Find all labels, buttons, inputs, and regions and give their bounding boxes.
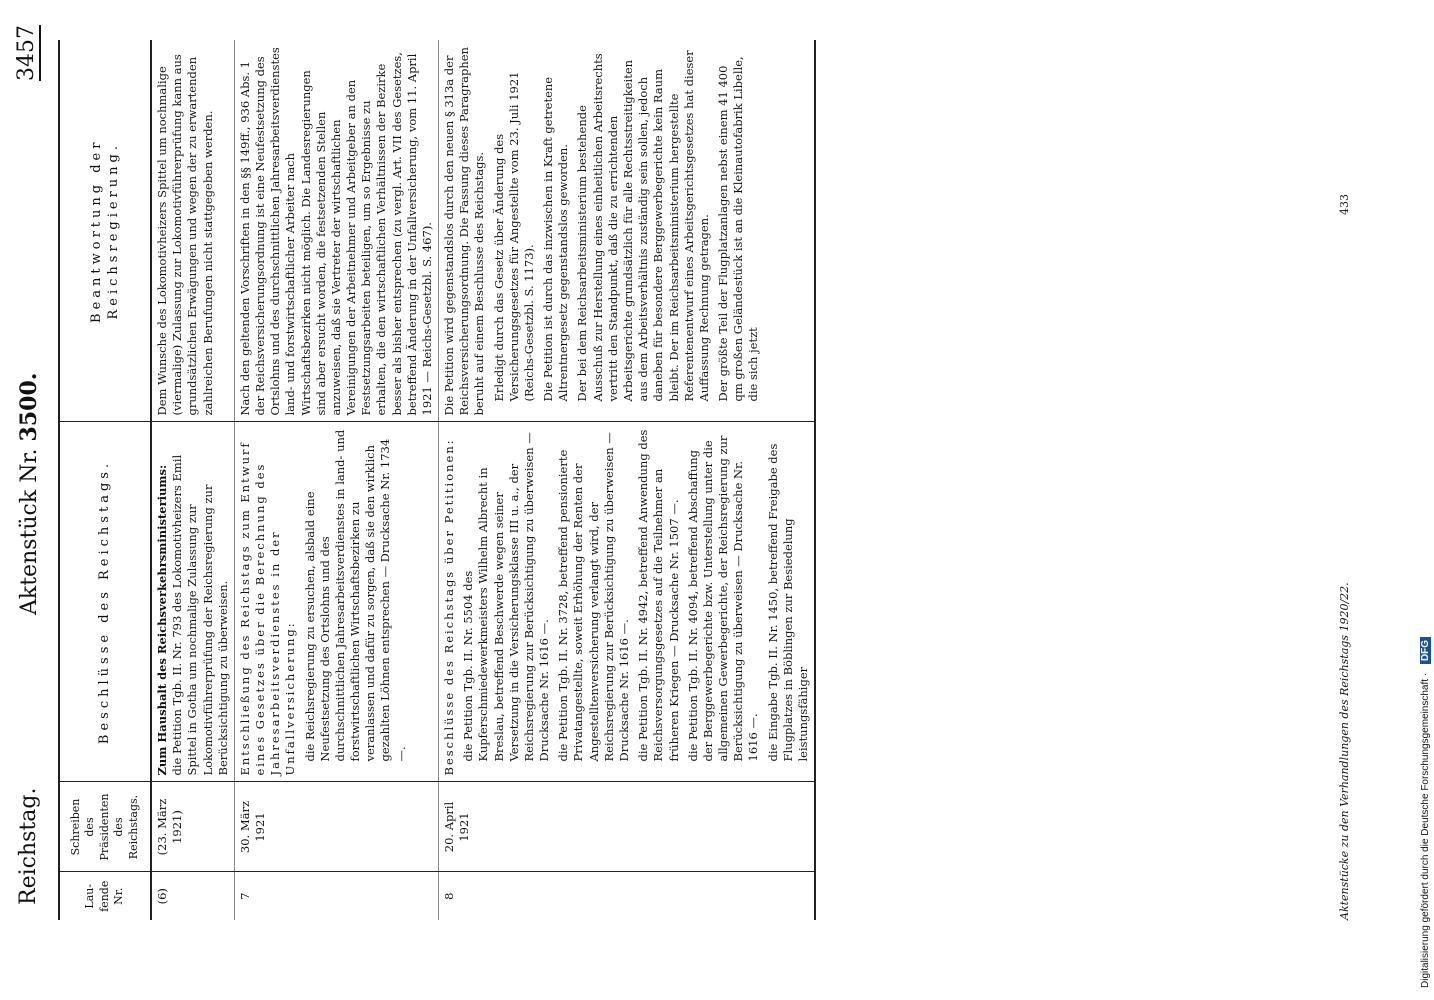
page-number: 3457 xyxy=(14,25,39,81)
row-beschluss-text: die Eingabe Tgb. II. Nr. 1450, betreffend Freigabe des Flugplatzes in Böblingen zur Besiedelung leistungsfähiger xyxy=(765,443,810,762)
row-antwort-text: Die Petition ist durch das inzwischen in Kraft getretene Altrentnergesetz gegenstandslos geworden. xyxy=(541,76,571,402)
row-beschluss xyxy=(439,422,815,782)
row-heading: Zum Haushalt des Reichsverkehrsministeriums: xyxy=(155,464,169,776)
col-header-date: Schreiben des Präsidenten des Reichstags. xyxy=(59,782,151,872)
digitization-note xyxy=(1420,8,1434,988)
footer-source: Aktenstücke zu den Verhandlungen des Reichstags 1920/22. xyxy=(1338,582,1351,920)
row-antwort-text: Der größte Teil der Flugplatzanlagen nebst einem 41 400 qm großen Geländestück ist an die Kleinautofabrik Libelle, die sich jetzt xyxy=(716,56,761,402)
dfg-logo: DFG xyxy=(1420,637,1431,664)
header-center-prefix: Aktenstück Nr. xyxy=(17,448,42,615)
row-beschluss-text: die Petition Tgb. II. Nr. 793 des Lokomotivheizers Emil Spittel in Gotha um nochmalige Zulassung zur Lokomotivführerprüfung der Reichsregierung zur Berücksichtigung zu überweisen. xyxy=(170,454,230,776)
page-header xyxy=(10,15,52,975)
row-date: 30. März 1921 xyxy=(234,782,438,872)
row-beschluss-text: die Petition Tgb. II. Nr. 4942, betreffend Anwendung des Reichsversorgungsgesetzes auf die Teilnehmer an früheren Kriegen — Drucksache Nr. 1507 —. xyxy=(636,429,681,762)
row-heading: Entschließung des Reichstags zum Entwurf eines Gesetzes über die Berechnung des Jahresarbeitsverdienstes in der Unfallversicherung: xyxy=(237,441,298,776)
footer-sheet-number: 433 xyxy=(1338,194,1351,215)
header-center xyxy=(16,373,42,615)
row-beschluss-text: die Petition Tgb. II. Nr. 4094, betreffend Abschaffung der Berggewerbegerichte bzw. Unterstellung unter die allgemeinen Gewerbegerichte, der Reichsregierung zur Berücksichtigung zu überweisen — Drucksache Nr. 1616 —. xyxy=(685,435,761,762)
col-header-lfd: Lau- fende Nr. xyxy=(59,872,151,920)
header-left: Reichstag. xyxy=(16,787,41,905)
row-antwort-text: Erledigt durch das Gesetz über Änderung des Versicherungsgesetzes für Angestellte vom 23. Juli 1921 (Reichs-Gesetzbl. S. 1173). xyxy=(491,71,536,402)
col-header-beschluesse: Beschlüsse des Reichstags. xyxy=(59,422,151,782)
row-antwort-text: Die Petition wird gegenstandslos durch den neuen § 313a der Reichsversicherungsordnung. Die Fassung dieses Paragraphen beruht auf einem Beschlusse des Reichstags. xyxy=(442,47,487,416)
resolutions-table xyxy=(58,40,816,920)
row-number: 8 xyxy=(439,872,815,920)
row-number: 7 xyxy=(234,872,438,920)
row-antwort: Nach den geltenden Vorschriften in den §§ 149ff., 936 Abs. 1 der Reichsversicherungsordnung ist eine Neufestsetzung des Ortslohns und des durchschnittlichen Jahresarbeitsverdienstes land- und forstwirtschaftlicher Arbeiter nach Wirtschaftsbezirken nicht möglich. Die Landesregierungen sind aber ersucht worden, die festsetzenden Stellen anzuweisen, daß sie Vertreter der wirtschaftlichen Vereinigungen der Arbeitnehmer und Arbeitgeber an den Festsetzungsarbeiten beteiligen, um so Ergebnisse zu erhalten, die den wirtschaftlichen Verhältnissen der Bezirke besser als bisher entsprechen (zu vergl. Art. VII des Gesetzes, betreffend Änderung in der Unfallversicherung, vom 11. April 1921 — Reichs-Gesetzbl. S. 467). xyxy=(237,47,434,416)
table-row xyxy=(439,40,815,920)
row-number: (6) xyxy=(151,872,234,920)
digitization-note-text: Digitalisierung gefördert durch die Deutsche Forschungsgemeinschaft · xyxy=(1420,672,1431,988)
table-row xyxy=(151,40,234,920)
table-row xyxy=(234,40,438,920)
col-header-beantwortung: Beantwortung der Reichsregierung. xyxy=(88,138,121,323)
row-beschluss-text: die Reichsregierung zu ersuchen, alsbald eine Neufestsetzung des Ortslohns und des durchschnittlichen Jahresarbeitsverdienstes in land- und forstwirtschaftlichen Wirtschaftsbezirken zu veranlassen und dafür zu sorgen, daß sie den wirklich gezahlten Löhnen entsprechen — Drucksache Nr. 1734 —. xyxy=(302,429,408,762)
row-antwort-text: Der bei dem Reichsarbeitsministerium bestehende Ausschuß zur Herstellung eines einheitlichen Arbeitsrechts vertritt den Standpunkt, daß die zu errichtenden Arbeitsgerichte grundsätzlich für alle Rechtsstreitigkeiten aus dem Arbeitsverhältnis zuständig sein sollen, jedoch daneben für besondere Berggewerbegerichte kein Raum bleibt. Der im Reichsarbeitsministerium hergestellte Referentenentwurf eines Arbeitsgerichtsgesetzes hat dieser Auffassung Rechnung getragen. xyxy=(575,50,711,402)
row-beschluss xyxy=(151,422,234,782)
row-date: 20. April 1921 xyxy=(439,782,815,872)
row-beschluss-text: die Petition Tgb. II. Nr. 5504 des Kupferschmiedewerkmeisters Wilhelm Albrecht in Breslau, betreffend Beschwerde wegen seiner Versetzung in die Versicherungsklasse III u. a., der Reichsregierung zur Berücksichtigung zu überweisen — Drucksache Nr. 1616 —. xyxy=(461,432,552,762)
header-center-number: 3500. xyxy=(16,372,42,442)
row-date: (23. März 1921) xyxy=(151,782,234,872)
rotated-page xyxy=(0,15,1380,975)
row-antwort xyxy=(439,40,815,422)
row-heading: Beschlüsse des Reichstags über Petitionen: xyxy=(442,438,457,776)
row-beschluss xyxy=(234,422,438,782)
table-header xyxy=(59,40,151,920)
row-antwort: Dem Wunsche des Lokomotivheizers Spittel um nochmalige (viermalige) Zulassung zur Lokomotivführerprüfung kann aus grundsätzlichen Erwägungen und wegen der zu erwartenden zahlreichen Berufungen nicht stattgegeben werden. xyxy=(155,54,215,416)
row-beschluss-text: die Petition Tgb. II. Nr. 3728, betreffend pensionierte Privatangestellte, soweit Erhöhung der Renten der Angestelltenversicherung verlangt wird, der Reichsregierung zur Berücksichtigung zu überweisen — Drucksache Nr. 1616 —. xyxy=(556,432,631,762)
